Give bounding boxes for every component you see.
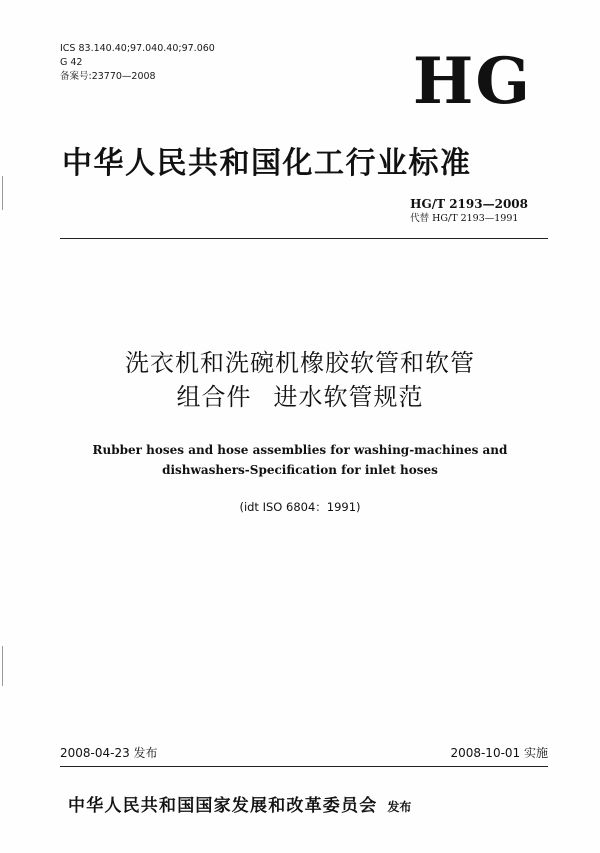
publisher-line (68, 791, 411, 816)
standard-category-title: 中华人民共和国化工行业标准 (62, 146, 472, 181)
ccs-code: G 42 (60, 57, 83, 68)
header-divider (60, 238, 548, 239)
identical-standard-note: (idt ISO 6804：1991) (239, 500, 361, 514)
scan-edge-mark (2, 176, 3, 210)
english-title-line-2: dishwashers-Specification for inlet hoses (162, 463, 438, 477)
implementation-date: 2008-10-01 实施 (450, 746, 548, 760)
chinese-title-line-1: 洗衣机和洗碗机橡胶软管和软管 (125, 349, 475, 377)
ics-code: ICS 83.140.40;97.040.40;97.060 (60, 43, 215, 54)
chinese-title-part-a: 组合件 (176, 383, 252, 411)
english-title-line-1: Rubber hoses and hose assemblies for washing-machines and (92, 443, 508, 457)
publisher-issued-label: 发布 (387, 800, 412, 814)
classification-block (60, 42, 215, 84)
footer-divider (60, 766, 548, 767)
hg-logo: HG (412, 44, 532, 119)
chinese-title-part-b: 进水软管规范 (273, 383, 424, 411)
issue-date: 2008-04-23 发布 (60, 746, 158, 760)
scan-edge-mark (2, 646, 3, 686)
publisher-name: 中华人民共和国国家发展和改革委员会 (68, 796, 378, 816)
record-number: 备案号:23770—2008 (60, 71, 156, 82)
standard-codes (410, 196, 528, 226)
chinese-title-line-2 (0, 380, 600, 414)
replaced-standard: 代替 HG/T 2193—1991 (410, 213, 519, 224)
standard-number: HG/T 2193—2008 (410, 197, 528, 211)
